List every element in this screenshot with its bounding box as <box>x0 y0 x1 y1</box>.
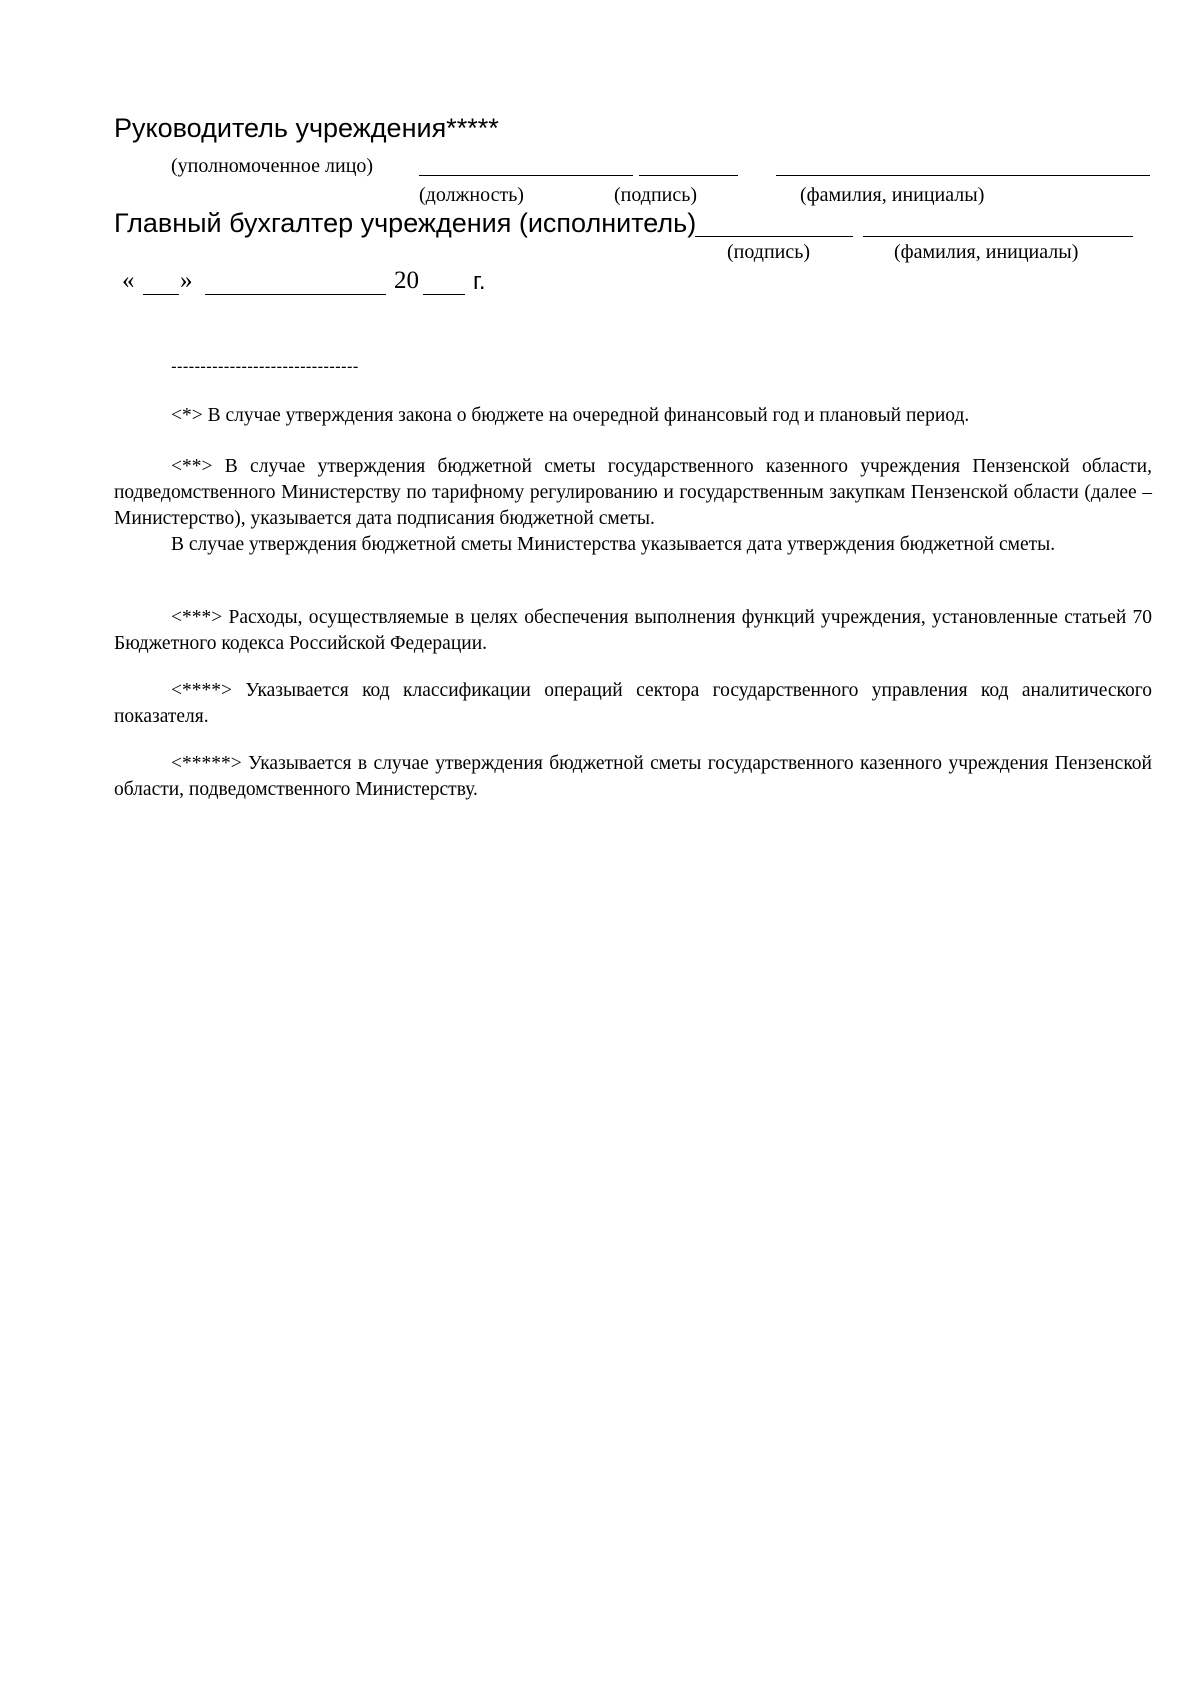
footnote-separator: -------------------------------- <box>171 357 359 376</box>
signature-line-1 <box>639 175 738 176</box>
footnote-2-text-b: В случае утверждения бюджетной сметы Министерства указывается дата утверждения бюджетной сметы. <box>171 534 1056 555</box>
footnote-1-text: <*> В случае утверждения закона о бюджете на очередной финансовый год и плановый период. <box>171 405 970 426</box>
head-title: Руководитель учреждения***** <box>114 113 499 143</box>
caption-signature-2: (подпись) <box>727 241 811 263</box>
head-sub-label: (уполномоченное лицо) <box>171 155 374 177</box>
footnote-4 <box>114 678 1152 730</box>
position-line <box>419 175 633 176</box>
footnote-1 <box>114 403 1152 429</box>
footnote-3-text: <***> Расходы, осуществляемые в целях обеспечения выполнения функций учреждения, установленные статьей 70 Бюджетного кодекса Российской Федерации. <box>114 607 1152 654</box>
date-day-line <box>143 294 179 295</box>
footnote-2-text-a: <**> В случае утверждения бюджетной сметы государственного казенного учреждения Пензенской области, подведомственного Министерству по тарифному регулированию и государственным закупкам Пензенской области (далее – Министерство), указывается дата подписания бюджетной сметы. <box>114 456 1152 529</box>
caption-signature-1: (подпись) <box>614 184 698 206</box>
footnote-5 <box>114 751 1152 803</box>
caption-position: (должность) <box>419 184 524 206</box>
date-month-line <box>205 294 386 295</box>
name-line-2 <box>863 236 1133 237</box>
date-year-suffix: г. <box>473 268 486 295</box>
signature-line-2 <box>695 236 853 237</box>
name-line-1 <box>776 175 1150 176</box>
accountant-title: Главный бухгалтер учреждения (исполнитель) <box>114 208 697 238</box>
footnote-2 <box>114 454 1152 558</box>
footnote-3 <box>114 605 1152 657</box>
date-year-line <box>423 294 465 295</box>
caption-name-2: (фамилия, инициалы) <box>894 241 1079 263</box>
footnote-5-text: <*****> Указывается в случае утверждения бюджетной сметы государственного казенного учреждения Пензенской области, подведомственного Министерству. <box>114 753 1152 800</box>
footnote-4-text: <****> Указывается код классификации операций сектора государственного управления код аналитического показателя. <box>114 680 1152 727</box>
caption-name-1: (фамилия, инициалы) <box>800 184 985 206</box>
date-close-quote: » <box>180 267 193 294</box>
date-open-quote: « <box>122 267 135 294</box>
date-year-prefix: 20 <box>394 267 419 294</box>
